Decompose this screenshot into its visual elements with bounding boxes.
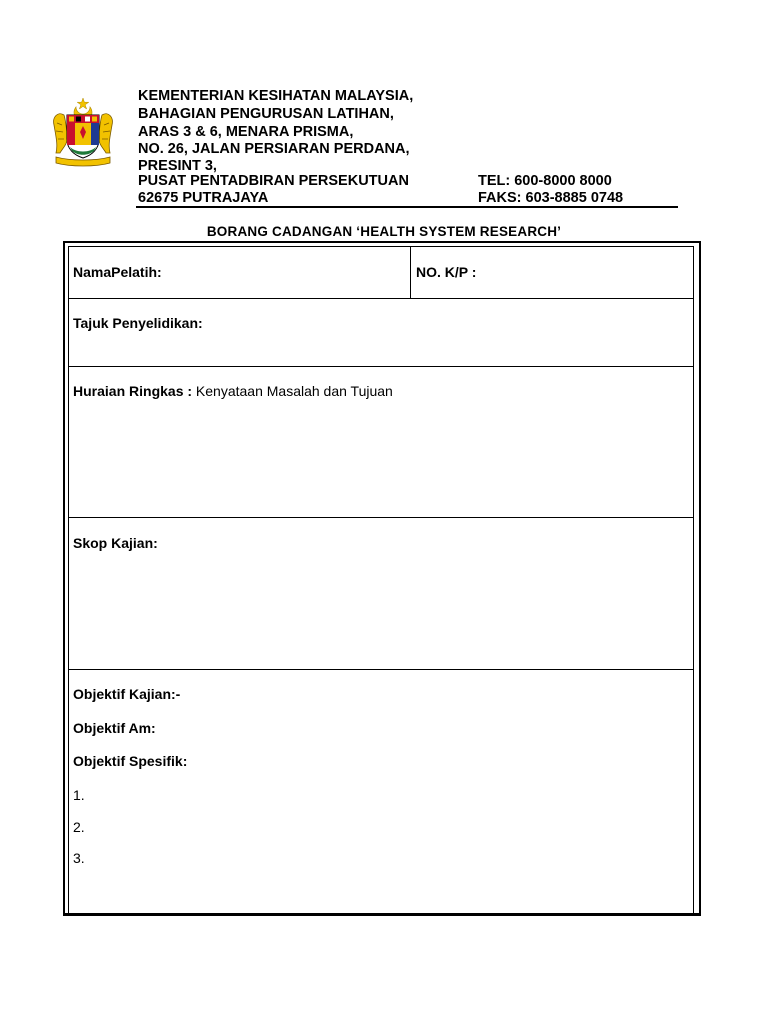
header-address-line: PRESINT 3, [138,158,217,174]
nama-pelatih-label: NamaPelatih: [73,264,162,280]
objektif-item-number: 2. [73,819,85,835]
huraian-ringkas-label [73,383,393,399]
header-address-line: BAHAGIAN PENGURUSAN LATIHAN, [138,106,394,122]
form-column-divider [410,246,411,298]
malaysia-coat-of-arms-icon [50,95,116,167]
header-address-line: PUSAT PENTADBIRAN PERSEKUTUAN [138,173,409,189]
huraian-label-bold: Huraian Ringkas : [73,383,193,399]
header-address-line: 62675 PUTRAJAYA [138,190,269,206]
header-divider [136,206,678,208]
no-kp-label: NO. K/P : [416,264,477,280]
form-row-divider [68,298,694,299]
skop-kajian-label: Skop Kajian: [73,535,158,551]
tajuk-penyelidikan-label: Tajuk Penyelidikan: [73,315,203,331]
header-faks: FAKS: 603-8885 0748 [478,190,624,206]
form-table [68,246,694,914]
objektif-item-number: 3. [73,850,85,866]
form-title: BORANG CADANGAN ‘HEALTH SYSTEM RESEARCH’ [206,224,562,239]
objektif-spesifik-label: Objektif Spesifik: [73,753,188,769]
header-address-line: ARAS 3 & 6, MENARA PRISMA, [138,124,354,140]
huraian-label-rest: Kenyataan Masalah dan Tujuan [192,383,393,399]
objektif-kajian-label: Objektif Kajian:- [73,686,181,702]
form-row-divider [68,669,694,670]
objektif-item-number: 1. [73,787,85,803]
header-tel: TEL: 600-8000 8000 [478,173,612,189]
form-row-divider [68,366,694,367]
objektif-am-label: Objektif Am: [73,720,156,736]
header-address-line: KEMENTERIAN KESIHATAN MALAYSIA, [138,88,414,104]
form-row-divider [68,517,694,518]
header-address-line: NO. 26, JALAN PERSIARAN PERDANA, [138,141,410,157]
